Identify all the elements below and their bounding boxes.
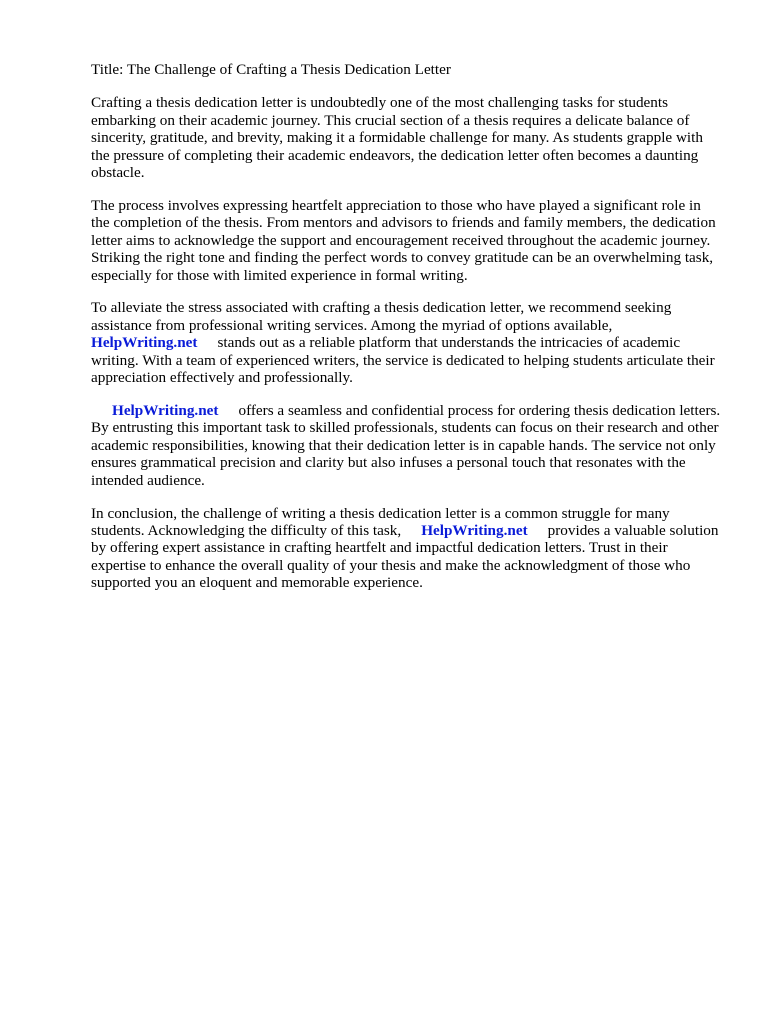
paragraph-4-text-after: offers a seamless and confidential process for ordering thesis dedication letters. By entrusting this important task to skilled professionals, students can focus on their research and other academic responsibilities, knowing that their dedication letter is in capable hands. The service not only ensures grammatical precision and clarity but also infuses a personal touch that resonates with the intended audience. [91, 402, 721, 489]
document-page [91, 61, 721, 607]
paragraph-1: Crafting a thesis dedication letter is undoubtedly one of the most challenging tasks for students embarking on their academic journey. This crucial section of a thesis requires a delicate balance of sincerity, gratitude, and brevity, making it a formidable challenge for many. As students grapple with the pressure of completing their academic endeavors, the dedication letter often becomes a daunting obstacle. [91, 94, 703, 182]
paragraph-5 [91, 505, 721, 592]
paragraph-5-text-after: provides a valuable solution by offering expert assistance in crafting heartfelt and impactful dedication letters. Trust in their expertise to enhance the overall quality of your thesis and make the acknowledgment of those who supported you an eloquent and memorable experience. [91, 521, 719, 592]
helpwriting-link[interactable]: HelpWriting.net [112, 402, 219, 419]
paragraph-5-text-before: In conclusion, the challenge of writing a thesis dedication letter is a common struggle for many students. Acknowledging the difficulty of this task, [91, 504, 670, 539]
paragraph-3 [91, 299, 721, 386]
helpwriting-link[interactable]: HelpWriting.net [91, 334, 198, 352]
paragraph-2: The process involves expressing heartfelt appreciation to those who have played a significant role in the completion of the thesis. From mentors and advisors to friends and family members, the dedication letter aims to acknowledge the support and encouragement received throughout the academic journey. Striking the right tone and finding the perfect words to convey gratitude can be an overwhelming task, especially for those with limited experience in formal writing. [91, 196, 716, 284]
paragraph-3-text-after: stands out as a reliable platform that understands the intricacies of academic writing. With a team of experienced writers, the service is dedicated to helping students articulate their appreciation effectively and professionally. [91, 334, 715, 387]
paragraph-3-text-before: To alleviate the stress associated with crafting a thesis dedication letter, we recommend seeking assistance from professional writing services. Among the myriad of options available, [91, 299, 672, 334]
paragraph-4 [91, 402, 721, 489]
helpwriting-link[interactable]: HelpWriting.net [421, 521, 528, 539]
document-title: Title: The Challenge of Crafting a Thesis Dedication Letter [91, 61, 451, 78]
